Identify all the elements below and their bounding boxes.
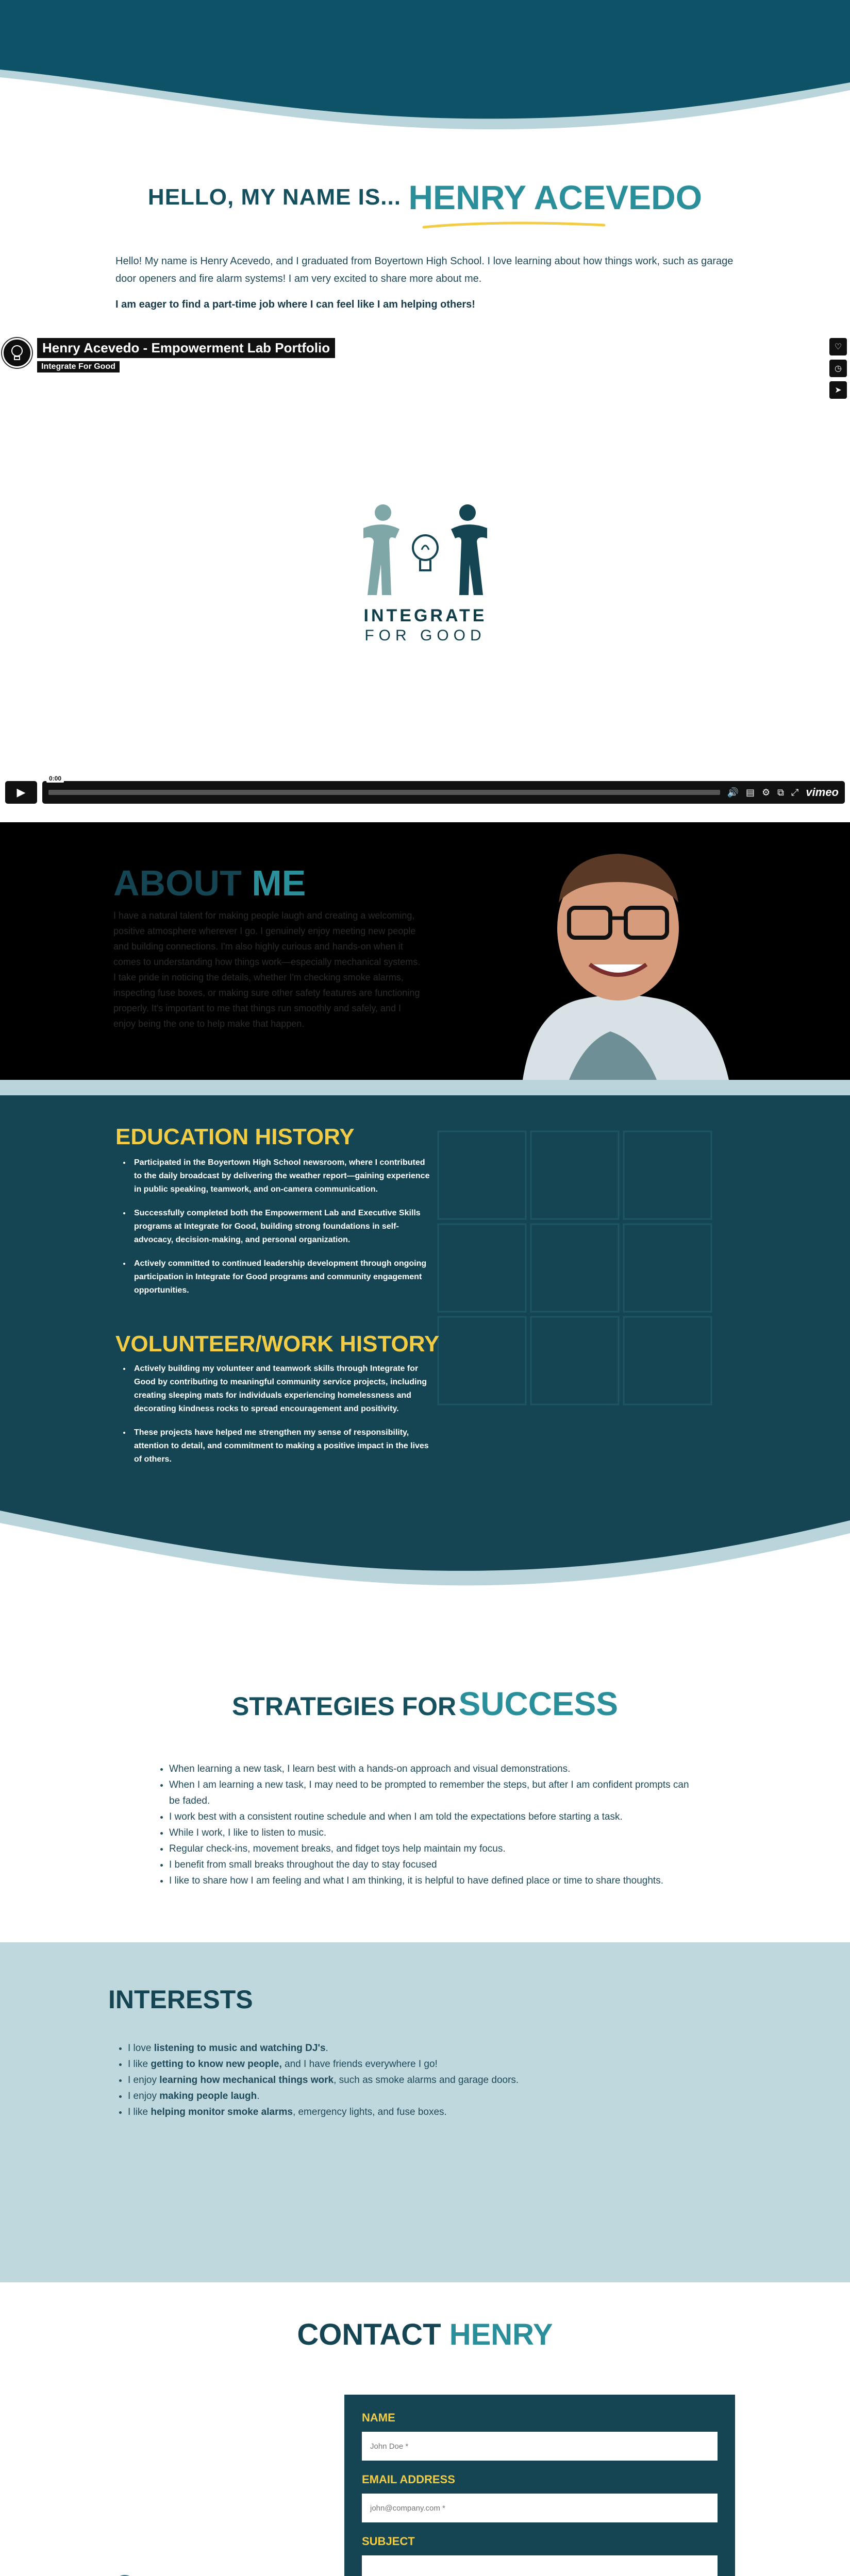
grid-decoration	[423, 1121, 732, 1420]
video-controls	[5, 775, 845, 805]
name-label: NAME	[362, 2411, 395, 2424]
heart-icon[interactable]: ♡	[829, 338, 847, 355]
contact-title-b: HENRY	[449, 2318, 553, 2351]
history-section	[0, 1080, 850, 1605]
captions-icon[interactable]: ▤	[745, 787, 755, 798]
profile-photo	[507, 836, 734, 1080]
email-input[interactable]	[362, 2494, 718, 2522]
progress-bar-container	[42, 775, 845, 804]
strategies-title-a: STRATEGIES FOR	[231, 1692, 457, 1721]
interests-section	[0, 1942, 850, 2282]
list-item: • I love listening to music and watching DJ's.	[128, 2040, 540, 2056]
list-item: • I benefit from small breaks throughout the day to stay focused	[169, 1857, 695, 1873]
list-item: • While I work, I like to listen to music.	[169, 1825, 695, 1841]
contact-form	[344, 2395, 735, 2576]
about-section	[0, 822, 850, 1080]
list-item: • When learning a new task, I learn best with a hands-on approach and visual demonstrations.	[169, 1761, 695, 1777]
logo-text-for-good: FOR GOOD	[364, 627, 486, 644]
list-item: • I like helping monitor smoke alarms, emergency lights, and fuse boxes.	[128, 2104, 540, 2120]
integrate-for-good-logo	[340, 492, 510, 645]
greeting-text: HELLO, MY NAME IS...	[147, 184, 401, 210]
list-item: • I work best with a consistent routine schedule and when I am told the expectations before starting a task.	[169, 1809, 695, 1825]
list-item: • Successfully completed both the Empowerment Lab and Executive Skills programs at Integrate for Good, building strong foundations in self-advocacy, decision-making, and personal organization.	[131, 1207, 430, 1247]
name-input[interactable]	[362, 2432, 718, 2461]
about-title-b: ME	[252, 863, 306, 903]
logo-text-integrate: INTEGRATE	[363, 606, 487, 625]
list-item: • Participated in the Boyertown High School newsroom, where I contributed to the daily broadcast by delivering the weather report—gaining experience in public speaking, teamwork, and on-camera communication.	[131, 1156, 430, 1196]
about-title-a: ABOUT	[113, 863, 242, 903]
strategies-title-b: SUCCESS	[458, 1685, 619, 1722]
volunteer-title: VOLUNTEER/WORK HISTORY	[115, 1331, 440, 1357]
logo-figures-icon	[348, 492, 503, 600]
fullscreen-icon[interactable]: ⤢	[791, 787, 799, 798]
list-item: • Actively building my volunteer and teamwork skills through Integrate for Good by contributing to meaningful community service projects, including creating sleeping mats for individuals experiencing homelessness and decorating kindness rocks to spread encouragement and positivity.	[131, 1362, 430, 1416]
vimeo-logo[interactable]: vimeo	[806, 786, 839, 799]
video-player[interactable]	[0, 335, 850, 819]
education-title: EDUCATION HISTORY	[115, 1124, 355, 1149]
interests-title: INTERESTS	[108, 1985, 253, 2014]
video-channel[interactable]: Integrate For Good	[37, 361, 120, 372]
about-title	[113, 862, 306, 904]
intro-goal: I am eager to find a part-time job where I can feel like I am helping others!	[115, 299, 475, 310]
video-title[interactable]: Henry Acevedo - Empowerment Lab Portfolio	[37, 338, 335, 358]
intro-paragraph: Hello! My name is Henry Acevedo, and I graduated from Boyertown High School. I love learning about how things work, such as garage door openers and fire alarm systems! I am very excited to share more about me.	[115, 256, 734, 284]
list-item: • I like to share how I am feeling and what I am thinking, it is helpful to have defined place or time to share thoughts.	[169, 1873, 695, 1889]
interests-list	[128, 2040, 540, 2120]
volume-icon[interactable]: 🔊	[727, 787, 739, 798]
channel-avatar[interactable]	[2, 338, 32, 368]
volunteer-list	[131, 1362, 430, 1477]
list-item: • I enjoy learning how mechanical things work, such as smoke alarms and garage doors.	[128, 2072, 540, 2088]
contact-title-a: CONTACT	[297, 2318, 441, 2351]
list-item: • Actively committed to continued leadership development through ongoing participation in Integrate for Good programs and community engagement opportunities.	[131, 1257, 430, 1297]
name-underline-decoration	[408, 220, 614, 231]
contact-title	[0, 2317, 850, 2352]
pip-icon[interactable]: ⧉	[777, 787, 784, 798]
list-item: • I like getting to know new people, and I have friends everywhere I go!	[128, 2056, 540, 2072]
settings-gear-icon[interactable]: ⚙	[762, 787, 771, 798]
progress-track[interactable]	[48, 775, 720, 795]
education-list	[131, 1156, 430, 1308]
video-header	[2, 338, 335, 372]
hero-heading	[0, 178, 850, 217]
time-display: 0:00	[46, 774, 64, 783]
play-button[interactable]: ▶	[5, 781, 37, 804]
about-paragraph: I have a natural talent for making people laugh and creating a welcoming, positive atmosphere wherever I go. I genuinely enjoy meeting new people and building connections. I'm also highly curious and hands-on when it comes to understanding how things work—especially mechanical systems. I take pride in noticing the details, whether I'm checking smoke alarms, inspecting fuse boxes, or making sure other safety features are functioning properly. It's important to me that things run smoothly and safely, and I enjoy being the one to help make that happen.	[113, 910, 421, 1029]
hero-name	[408, 178, 702, 217]
video-side-actions	[829, 338, 847, 399]
email-label: EMAIL ADDRESS	[362, 2473, 455, 2486]
list-item: • I enjoy making people laugh.	[128, 2088, 540, 2104]
strategies-title	[0, 1685, 850, 1723]
subject-label: SUBJECT	[362, 2535, 415, 2548]
list-item: • When I am learning a new task, I may need to be prompted to remember the steps, but after I am confident prompts can be faded.	[169, 1777, 695, 1809]
hero-name-text: HENRY ACEVEDO	[408, 178, 703, 216]
subject-input[interactable]	[362, 2555, 718, 2576]
list-item: • These projects have helped me strengthen my sense of responsibility, attention to detail, and commitment to making a positive impact in the lives of others.	[131, 1426, 430, 1466]
list-item: • Regular check-ins, movement breaks, and fidget toys help maintain my focus.	[169, 1841, 695, 1857]
clock-icon[interactable]: ◷	[829, 360, 847, 377]
lightbulb-icon	[8, 344, 26, 362]
top-wave-decoration	[0, 0, 850, 139]
share-icon[interactable]: ➤	[829, 381, 847, 399]
strategies-list	[169, 1761, 695, 1889]
